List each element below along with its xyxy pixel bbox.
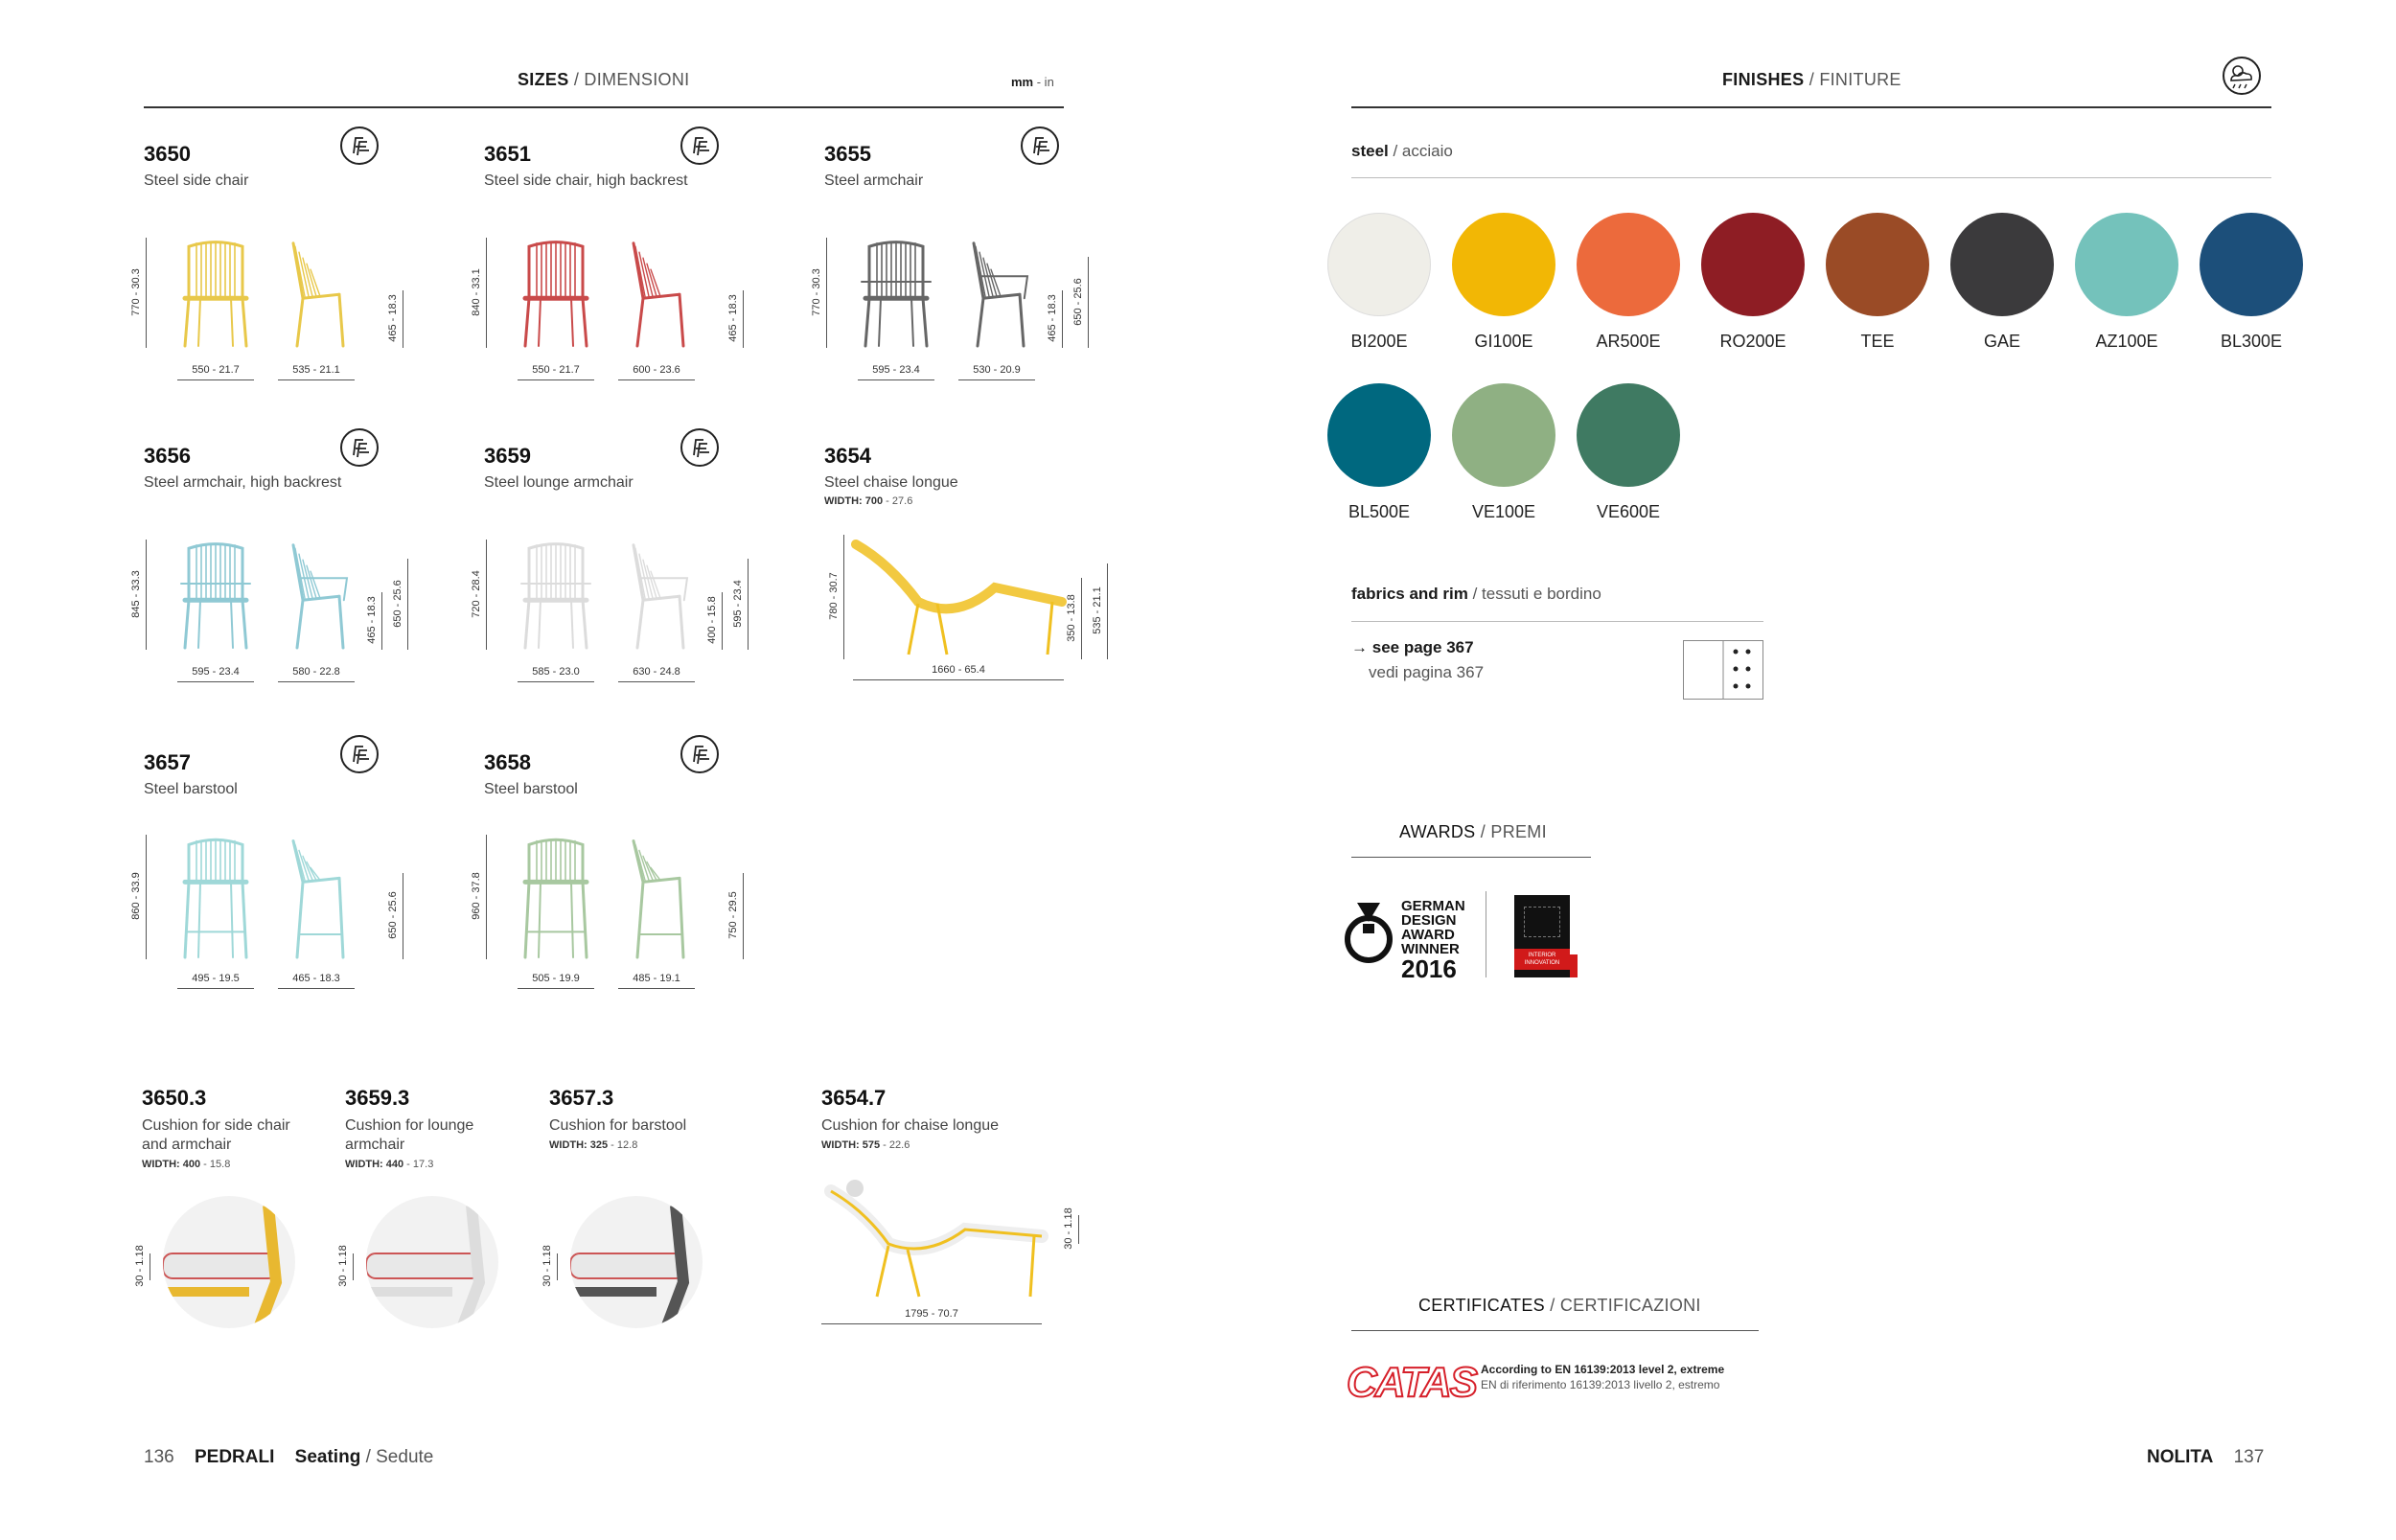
catas-logo: CATAS: [1347, 1359, 1477, 1406]
product-block-3659: [471, 444, 800, 712]
side-view-chair-image: [618, 238, 695, 348]
dimension-line: [177, 988, 254, 989]
vertical-dimension-label: 465 - 18.3: [387, 294, 399, 342]
awards-rule: [1351, 857, 1591, 858]
product-code: 3654: [824, 444, 871, 468]
horizontal-dimension: [853, 664, 1064, 676]
dimension-label: 580 - 22.8: [292, 666, 340, 678]
front-view-chair-image: [177, 835, 254, 959]
vertical-dimension-label: 400 - 15.8: [706, 596, 718, 644]
swatch-label: BL300E: [2220, 332, 2283, 351]
horizontal-dimension: [278, 666, 355, 678]
cushion-code: 3650.3: [142, 1086, 207, 1110]
vertical-dimension-label: 650 - 25.6: [1072, 277, 1084, 326]
side-view-chair-image: [618, 835, 695, 959]
product-code: 3659: [484, 444, 531, 468]
cushion-detail-image: [570, 1196, 703, 1328]
dimension-label: 505 - 19.9: [532, 973, 580, 984]
vertical-dimension-line: [1107, 563, 1108, 659]
vertical-dimension-label: 30 - 1.18: [1063, 1207, 1074, 1250]
dimension-label: 600 - 23.6: [633, 364, 680, 376]
cushion-width: WIDTH: 575 - 22.6: [821, 1139, 910, 1151]
vertical-dimension-line: [843, 535, 844, 659]
dimension-line: [278, 681, 355, 682]
chaise-longue-image: [851, 535, 1071, 659]
front-view-chair-image: [177, 540, 254, 650]
vertical-dimension-label: 650 - 25.6: [392, 579, 403, 628]
steel-rule: [1351, 177, 2271, 178]
swatch-ve100e[interactable]: [1452, 383, 1555, 487]
horizontal-dimension: [177, 973, 254, 984]
front-view-chair-image: [858, 238, 934, 348]
swatch-label: RO200E: [1719, 332, 1786, 351]
dimension-label: 595 - 23.4: [192, 666, 240, 678]
product-name: Steel side chair: [144, 172, 249, 189]
swatch-label: AZ100E: [2095, 332, 2158, 351]
cushion-block-3657.3: [541, 1086, 741, 1345]
footer-right: [2147, 1447, 2264, 1468]
product-code: 3650: [144, 142, 191, 166]
dimension-line: [278, 379, 355, 380]
steel-label: steel / acciaio: [1351, 142, 1453, 160]
cushion-name: Cushion for barstool: [549, 1117, 687, 1134]
cushion-name: Cushion for side chair and armchair: [142, 1117, 290, 1153]
vertical-dimension-line: [743, 873, 744, 959]
product-code: 3651: [484, 142, 531, 166]
awards-header: AWARDS / PREMI: [1399, 822, 1547, 841]
swatch-label: VE100E: [1471, 502, 1536, 521]
dimension-line: [177, 379, 254, 380]
horizontal-dimension: [177, 666, 254, 678]
product-name: Steel barstool: [144, 781, 238, 797]
finishes-header: FINISHES / FINITURE: [1722, 70, 1901, 89]
fabric-swatch-card-icon: [1683, 640, 1763, 700]
horizontal-dimension: [821, 1308, 1042, 1320]
vertical-dimension-label: 650 - 25.6: [387, 891, 399, 939]
vertical-dimension-label: 960 - 37.8: [471, 872, 482, 920]
chaise-cushion-image: [821, 1177, 1051, 1301]
cushion-code: 3659.3: [345, 1086, 410, 1110]
vertical-dimension-line: [1078, 1215, 1079, 1244]
product-block-3655: [811, 142, 1140, 410]
product-name: Steel armchair: [824, 172, 924, 189]
front-view-chair-image: [518, 835, 594, 959]
swatch-bi200e[interactable]: [1327, 213, 1431, 316]
vertical-dimension-line: [1088, 257, 1089, 348]
stackable-icon: [680, 126, 719, 165]
vertical-dimension-label: 350 - 13.8: [1066, 593, 1077, 642]
swatch-ar500e[interactable]: [1577, 213, 1680, 316]
dimension-line: [518, 988, 594, 989]
horizontal-dimension: [278, 364, 355, 376]
vertical-dimension-line: [381, 592, 382, 650]
sizes-header: SIZES / DIMENSIONI: [518, 70, 690, 89]
vertical-dimension-line: [826, 238, 827, 348]
horizontal-dimension: [958, 364, 1035, 376]
dimension-label: 495 - 19.5: [192, 973, 240, 984]
side-view-chair-image: [278, 540, 355, 650]
product-block-3657: [130, 750, 460, 1019]
stackable-icon: [680, 428, 719, 467]
horizontal-dimension: [518, 364, 594, 376]
vertical-dimension-line: [486, 835, 487, 959]
swatch-bl500e[interactable]: [1327, 383, 1431, 487]
product-block-3650: [130, 142, 460, 410]
vertical-dimension-line: [722, 592, 723, 650]
side-view-chair-image: [618, 540, 695, 650]
swatch-label: VE600E: [1596, 502, 1661, 521]
vertical-dimension-label: 780 - 30.7: [828, 572, 840, 620]
side-view-chair-image: [958, 238, 1035, 348]
product-block-3654: [824, 444, 1140, 712]
product-name: Steel chaise longue: [824, 474, 958, 491]
side-view-chair-image: [278, 835, 355, 959]
cushion-code: 3654.7: [821, 1086, 887, 1110]
finishes-rule: [1351, 106, 2271, 108]
vertical-dimension-label: 860 - 33.9: [130, 872, 142, 920]
swatch-gae[interactable]: [1950, 213, 2054, 316]
interior-innovation-badge: INTERIOR INNOVATION: [1514, 895, 1570, 977]
product-name: Steel lounge armchair: [484, 474, 634, 491]
dimension-label: 595 - 23.4: [872, 364, 920, 376]
vertical-dimension-line: [146, 238, 147, 348]
vertical-dimension-label: 595 - 23.4: [732, 579, 744, 628]
arrow-right-icon: →: [1351, 638, 1368, 656]
german-design-award-logo: [1342, 893, 1399, 970]
front-view-chair-image: [518, 540, 594, 650]
dimension-line: [518, 379, 594, 380]
vertical-dimension-line: [146, 835, 147, 959]
cushion-name: Cushion for lounge armchair: [345, 1117, 474, 1153]
side-view-chair-image: [278, 238, 355, 348]
swatch-label: GI100E: [1474, 332, 1533, 351]
horizontal-dimension: [618, 364, 695, 376]
vertical-dimension-line: [486, 540, 487, 650]
vertical-dimension-line: [486, 238, 487, 348]
vertical-dimension-label: 30 - 1.18: [134, 1245, 146, 1287]
front-view-chair-image: [177, 238, 254, 348]
swatch-label: TEE: [1860, 332, 1895, 351]
dimension-line: [518, 681, 594, 682]
swatch-gi100e[interactable]: [1452, 213, 1555, 316]
dimension-label: 550 - 21.7: [532, 364, 580, 376]
page-number-left: 136: [144, 1447, 174, 1467]
stackable-icon: [340, 428, 379, 467]
swatch-bl300e[interactable]: [2200, 213, 2303, 316]
vertical-dimension-label: 535 - 21.1: [1092, 586, 1103, 634]
certificates-header: CERTIFICATES / CERTIFICAZIONI: [1418, 1296, 1701, 1315]
swatch-label: AR500E: [1596, 332, 1661, 351]
stackable-icon: [680, 735, 719, 773]
dimension-label: 465 - 18.3: [292, 973, 340, 984]
cert-line-1: According to EN 16139:2013 level 2, extreme: [1481, 1363, 1725, 1376]
vertical-dimension-label: 770 - 30.3: [130, 267, 142, 316]
award-text: GERMAN DESIGN AWARD WINNER 2016: [1401, 898, 1465, 983]
outdoor-weather-icon: [2222, 56, 2262, 96]
certificates-rule: [1351, 1330, 1759, 1331]
footer-left: [144, 1447, 433, 1468]
dimension-line: [821, 1323, 1042, 1324]
units-label: mm - in: [1011, 75, 1054, 89]
dimension-label: 535 - 21.1: [292, 364, 340, 376]
cert-line-2: EN di riferimento 16139:2013 livello 2, estremo: [1481, 1378, 1720, 1391]
vertical-dimension-line: [743, 290, 744, 348]
vertical-dimension-label: 30 - 1.18: [541, 1245, 553, 1287]
cushion-block-3659.3: [337, 1086, 537, 1345]
fabrics-rule: [1351, 621, 1763, 622]
swatch-label: GAE: [1983, 332, 2020, 351]
product-block-3651: [471, 142, 800, 410]
product-code: 3657: [144, 750, 191, 774]
stackable-icon: [1021, 126, 1059, 165]
vertical-dimension-line: [407, 559, 408, 650]
swatch-label: BL500E: [1348, 502, 1411, 521]
dimension-line: [958, 379, 1035, 380]
product-block-3656: [130, 444, 460, 712]
dimension-line: [618, 988, 695, 989]
vertical-dimension-line: [1081, 578, 1082, 659]
page-number-right: 137: [2233, 1447, 2265, 1467]
section-name: Seating: [294, 1447, 361, 1467]
dimension-line: [858, 379, 934, 380]
cushion-name: Cushion for chaise longue: [821, 1117, 1000, 1134]
horizontal-dimension: [618, 973, 695, 984]
dimension-label: 530 - 20.9: [973, 364, 1021, 376]
stackable-icon: [340, 126, 379, 165]
dimension-line: [278, 988, 355, 989]
cushion-detail-image: [366, 1196, 498, 1328]
vertical-dimension-line: [748, 559, 749, 650]
collection-name: NOLITA: [2147, 1447, 2214, 1467]
cushion-block-3650.3: [134, 1086, 334, 1345]
brand-name: PEDRALI: [194, 1447, 275, 1467]
dimension-label: 485 - 19.1: [633, 973, 680, 984]
cushion-detail-image: [163, 1196, 295, 1328]
dimension-label: 1795 - 70.7: [905, 1308, 958, 1320]
front-view-chair-image: [518, 238, 594, 348]
swatch-az100e[interactable]: [2075, 213, 2178, 316]
product-code: 3656: [144, 444, 191, 468]
horizontal-dimension: [618, 666, 695, 678]
vertical-dimension-label: 845 - 33.3: [130, 569, 142, 618]
vertical-dimension-label: 465 - 18.3: [727, 294, 739, 342]
horizontal-dimension: [858, 364, 934, 376]
vertical-dimension-line: [557, 1253, 558, 1280]
vertical-dimension-line: [1062, 290, 1063, 348]
cushion-code: 3657.3: [549, 1086, 614, 1110]
see-page-link[interactable]: → see page 367: [1351, 638, 1474, 656]
swatch-label: BI200E: [1350, 332, 1408, 351]
dimension-line: [853, 679, 1064, 680]
dimension-line: [177, 681, 254, 682]
cushion-block-3654.7: [821, 1086, 1109, 1345]
product-name: Steel side chair, high backrest: [484, 172, 688, 189]
vertical-dimension-label: 840 - 33.1: [471, 267, 482, 316]
sizes-rule: [144, 106, 1064, 108]
dimension-label: 585 - 23.0: [532, 666, 580, 678]
vertical-dimension-label: 465 - 18.3: [366, 596, 378, 644]
dimension-label: 550 - 21.7: [192, 364, 240, 376]
fabrics-label: fabrics and rim / tessuti e bordino: [1351, 585, 1601, 603]
dimension-line: [618, 681, 695, 682]
product-name: Steel armchair, high backrest: [144, 474, 342, 491]
vertical-dimension-label: 750 - 29.5: [727, 891, 739, 939]
vertical-dimension-line: [146, 540, 147, 650]
vertical-dimension-label: 465 - 18.3: [1047, 294, 1058, 342]
cushion-width: WIDTH: 325 - 12.8: [549, 1139, 638, 1151]
vertical-dimension-label: 720 - 28.4: [471, 569, 482, 618]
horizontal-dimension: [518, 666, 594, 678]
horizontal-dimension: [177, 364, 254, 376]
swatch-ro200e[interactable]: [1701, 213, 1805, 316]
product-code: 3655: [824, 142, 871, 166]
cushion-width: WIDTH: 400 - 15.8: [142, 1159, 231, 1170]
swatch-ve600e[interactable]: [1577, 383, 1680, 487]
product-width: WIDTH: 700 - 27.6: [824, 495, 913, 507]
horizontal-dimension: [518, 973, 594, 984]
cushion-width: WIDTH: 440 - 17.3: [345, 1159, 434, 1170]
dimension-label: 630 - 24.8: [633, 666, 680, 678]
vertical-dimension-label: 770 - 30.3: [811, 267, 822, 316]
product-code: 3658: [484, 750, 531, 774]
horizontal-dimension: [278, 973, 355, 984]
vedi-page-text: vedi pagina 367: [1369, 663, 1485, 681]
product-name: Steel barstool: [484, 781, 578, 797]
section-name-it: / Sedute: [360, 1447, 434, 1467]
product-block-3658: [471, 750, 800, 1019]
dimension-label: 1660 - 65.4: [932, 664, 985, 676]
stackable-icon: [340, 735, 379, 773]
swatch-tee[interactable]: [1826, 213, 1929, 316]
vertical-dimension-label: 30 - 1.18: [337, 1245, 349, 1287]
vertical-dimension-line: [353, 1253, 354, 1280]
dimension-line: [618, 379, 695, 380]
